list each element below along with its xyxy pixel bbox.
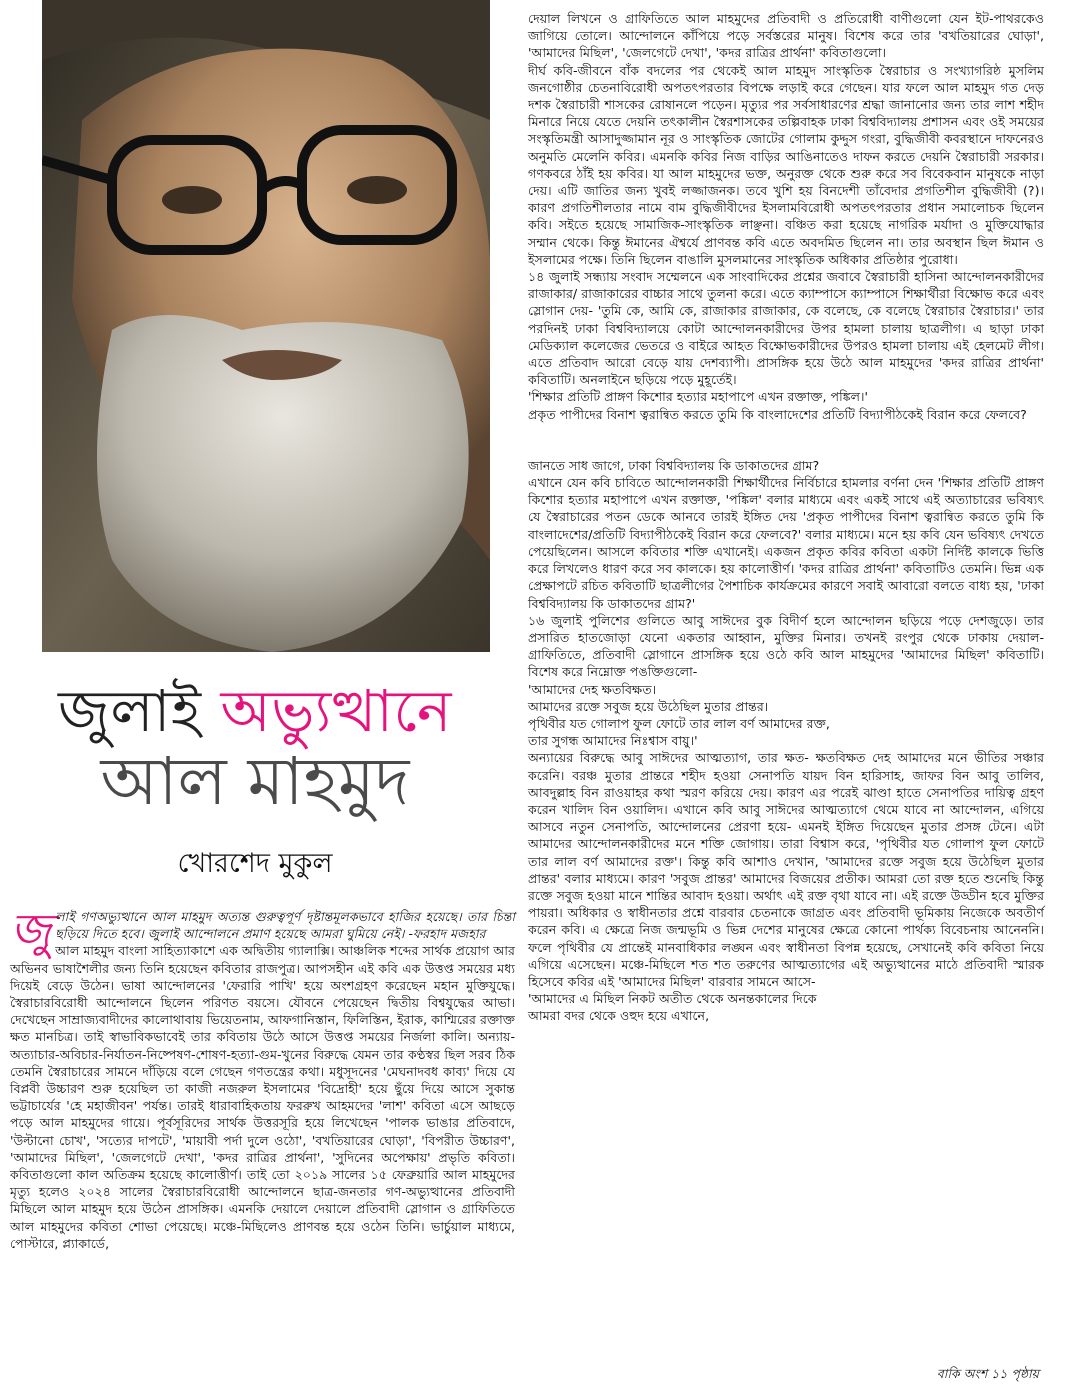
headline-plain: জুলাই [58, 677, 221, 745]
body-paragraph: ১৬ জুলাই পুলিশের গুলিতে আবু সাঈদের বুক বিদীর্ণ হলে আন্দোলন ছড়িয়ে পড়ে দেশজুড়ে। তার প্রসারিত হাতজোড়া যেনো একতার আহ্বান, মুক্তির মিনার। তখনই রংপুর থেকে ঢাকায় দেয়াল-গ্রাফিতিতে, প্রতিবাদী স্লোগানে প্রাসঙ্গিক হয়ে ওঠে কবি আল মাহমুদের 'আমাদের মিছিল' কবিতাটি। বিশেষ করে নিম্নোক্ত পঙক্তিগুলো- [528, 612, 1044, 680]
continued-on-page-note: বাকি অংশ ১১ পৃষ্ঠায় [936, 1366, 1039, 1381]
poem-line: তার সুগন্ধ আমাদের নিঃশ্বাস বায়ু।' [528, 733, 698, 749]
poem-line: 'আমাদের এ মিছিল নিকট অতীত থেকে অনন্তকালের দিকে [528, 991, 817, 1007]
poem-line: পৃথিবীর যত গোলাপ ফুল ফোটে তার লাল বর্ণ আমাদের রক্ত, [528, 715, 830, 731]
body-paragraph: ১৪ জুলাই সন্ধ্যায় সংবাদ সম্মেলনে এক সাংবাদিকের প্রশ্নের জবাবে স্বৈরাচারী হাসিনা আন্দোলনকারীদের রাজাকার/ রাজাকারের বাচ্চার সাথে তুলনা করে। এতে ক্যাম্পাসে ক্যাম্পাসে শিক্ষার্থীরা বিক্ষোভ করে এবং স্লোগান দেয়- 'তুমি কে, আমি কে, রাজাকার রাজাকার, কে বলেছে, কে বলেছে স্বৈরাচার স্বৈরাচার।' তার পরদিনই ঢাকা বিশ্ববিদ্যালয়ে কোটা আন্দোলনকারীদের উপর হামলা চালায় ছাত্রলীগ। এ ছাড়া ঢাকা মেডিক্যাল কলেজের ভেতরে ও বাইরে আহত বিক্ষোভকারীদের উপরও হামলা চালায় এই হেলমেট লীগ। এতে প্রতিবাদ আরো বেড়ে যায় দেশব্যাপী। প্রাসঙ্গিক হয়ে উঠে আল মাহমুদের 'কদর রাত্রির প্রার্থনা' কবিতাটি। অনলাইনে ছড়িয়ে পড়ে মুহূর্তেই। [528, 269, 1044, 388]
body-paragraph: দীর্ঘ কবি-জীবনে বাঁক বদলের পর থেকেই আল মাহমুদ সাংস্কৃতিক স্বৈরাচার ও সংখ্যাগরিষ্ঠ মুসলিম জনগোষ্ঠীর চেতনাবিরোধী অপতৎপরতার বিপক্ষে লড়াই করে গেছেন। যার ফলে আল মাহমুদ গত দেড় দশক স্বৈরাচারী শাসকের রোষানলে পড়েন। মৃত্যুর পর সর্বসাধারণের শ্রদ্ধা জানানোর জন্য তার লাশ শহীদ মিনারে নিয়ে যেতে দেয়নি তৎকালীন স্বৈরশাসকের তল্পিবাহক ঢাকা বিশ্ববিদ্যালয় প্রশাসন এবং ওই সময়ের সংস্কৃতিমন্ত্রী আসাদুজ্জামান নূর ও সাংস্কৃতিক জোটের গোলাম কুদ্দুস গংরা, বুদ্ধিজীবী কবরস্থানে দাফনেরও অনুমতি মেলেনি কবির। এমনকি কবির নিজ বাড়ির আঙিনাতেও দাফন করতে দেয়নি স্বৈরাচারী সরকার। গণকবরে ঠাঁই হয় কবির। যা আল মাহমুদের ভক্ত, অনুরক্ত থেকে শুরু করে সব বিবেকবান মানুষকে নাড়া দেয়। এটি জাতির জন্য খুবই লজ্জাজনক। তবে খুশি হয় বিনদেশী তাঁবেদার প্রগতিশীল বুদ্ধিজীবী (?)। কারণ প্রগতিশীলতার নামে বাম বুদ্ধিজীবীদের ইসলামবিরোধী অপতৎপরতার প্রধান সমালোচক ছিলেন কবি। সইতে হয়েছে সামাজিক-সাংস্কৃতিক লাঞ্ছনা। বঞ্চিত করা হয়েছে নাগরিক মর্যাদা ও মুক্তিযোদ্ধার সম্মান থেকে। কিন্তু ঈমানের ঐশ্বর্যে প্রাণবন্ত কবি এতে অবদমিত ছিলেন না। তার অবস্থান ছিল ঈমান ও ইসলামের পক্ষে। তিনি ছিলেন বাঙালি মুসলমানের সাংস্কৃতিক অধিকার প্রতিষ্ঠার পুরোধা। [528, 62, 1044, 267]
poem-line: 'শিক্ষার প্রতিটি প্রাঙ্গণ কিশোর হত্যার মহাপাপে এখন রক্তাক্ত, পঙ্কিল।' [528, 389, 868, 405]
poem-line: জানতে সাধ জাগে, ঢাকা বিশ্ববিদ্যালয় কি ডাকাতদের গ্রাম? [528, 457, 820, 473]
headline-accent: অভ্যুত্থানে [220, 677, 452, 745]
headline-line-1 [0, 676, 510, 746]
epigraph-attribution: -ফরহাদ মজহার [404, 926, 486, 942]
epigraph-text: লাই গণঅভ্যুত্থানে আল মাহমুদ অত্যন্ত গুরুত্বপূর্ণ দৃষ্টান্তমূলকভাবে হাজির হয়েছে। তার চিন্তা ছড়িয়ে দিতে হবে। জুলাই আন্দোলনে প্রমাণ হয়েছে আমরা ঘুমিয়ে নেই। [55, 909, 515, 942]
body-paragraph: অন্যায়ের বিরুদ্ধে আবু সাঈদের আত্মত্যাগ, তার ক্ষত- ক্ষতবিক্ষত দেহ আমাদের মনে ভীতির সঞ্চার করেনি। বরঞ্চ মুতার প্রান্তরে শহীদ হওয়া সেনাপতি যায়দ বিন হারিসাহ, জাফর বিন আবু তালিব, আবদুল্লাহ বিন রাওয়াহর কথা স্মরণ করিয়ে দেয়। কারণ এর পরেই ঝাণ্ডা হাতে সেনাপতির দায়িত্ব গ্রহণ করেন খালিদ বিন ওয়ালিদ। এখানে কবি আবু সাঈদের আত্মত্যাগে থেমে যাবে না আন্দোলন, এগিয়ে আসবে নতুন সেনাপতি, আন্দোলনের প্রেরণা হয়ে- এমনই ইঙ্গিত দিয়েছেন মুতার প্রসঙ্গ টেনে। এটা আমাদের আন্দোলনকারীদের মনে শক্তি জোগায়। তারা বিশ্বাস করে, 'পৃথিবীর যত গোলাপ ফুল ফোটে তার লাল বর্ণ আমাদের রক্ত'। কিন্তু কবি আশাও দেখান, 'আমাদের রক্তে সবুজ হয়ে উঠেছিল মুতার প্রান্তর' বলার মাধ্যমে। কারণ 'সবুজ প্রান্তর' আমাদের বিজয়ের প্রতীক। আমরা তো রক্ত হতে শুনেছি কিন্তু রক্তে সবুজ হওয়া মানে শান্তির আবাদ হওয়া। অর্থাৎ এই রক্ত বৃথা যাবে না। এই রক্তে উড্ডীন হবে মুক্তির পায়রা। অধিকার ও স্বাধীনতার প্রশ্নে বারবার চেতনাকে জাগ্রত এবং প্রতিবাদী ভূমিকায় নিজেকে অবতীর্ণ করেন কবি। এ ক্ষেত্রে নিজ জন্মভূমি ও ভিন্ন দেশের মানুষের ক্ষেত্রে কোনো পার্থক্য বিবেচনায় আনেননি। ফলে পৃথিবীর যে প্রান্তেই মানবাধিকার লঙ্ঘন এবং স্বাধীনতা বিপন্ন হয়েছে, সেখানেই কবি কবিতা নিয়ে এগিয়ে এসেছেন। মঞ্চে-মিছিলে শত শত তরুণের আত্মত্যাগের এই অভ্যুত্থানের মাঠে প্রতিবাদী স্মারক হিসেবে কবির এই 'আমাদের মিছিল' বারবার সামনে আসে- [528, 750, 1045, 989]
body-paragraph: দেয়াল লিখনে ও গ্রাফিতিতে আল মাহমুদের প্রতিবাদী ও প্রতিরোধী বাণীগুলো যেন ইট-পাথরকেও জাগিয়ে তোলে। আন্দোলনে কাঁপিয়ে পড়ে সর্বস্তরের মানুষ। বিশেষ করে তার 'বখতিয়ারের ঘোড়া', 'আমাদের মিছিল', 'জেলগেটে দেখা', 'কদর রাত্রির প্রার্থনা' কবিতাগুলো। [528, 11, 1044, 61]
poem-line: আমাদের রক্তে সবুজ হয়ে উঠেছিল মুতার প্রান্তর। [528, 698, 769, 714]
right-column [528, 10, 1044, 1025]
poem-line: আমরা বদর থেকে ওহুদ হয়ে এখানে, [528, 1008, 710, 1024]
poem-line: প্রকৃত পাপীদের বিনাশ ত্বরান্বিত করতে তুমি কি বাংলাদেশের প্রতিটি বিদ্যাপীঠকেই বিরান করে ফেলবে? [528, 406, 1027, 422]
body-paragraph: এখানে যেন কবি চাবিতে আন্দোলনকারী শিক্ষার্থীদের নির্বিচারে হামলার বর্ণনা দেন 'শিক্ষার প্রতিটি প্রাঙ্গণ কিশোর হত্যার মহাপাপে এখন রক্তাক্ত, 'পঙ্কিল' বলার মাধ্যমে এবং একই সাথে এই অত্যাচারের ভবিষ্যৎ যে স্বৈরাচারের পতন ডেকে আনবে তারই ইঙ্গিত দেয় 'প্রকৃত পাপীদের বিনাশ ত্বরান্বিত করতে তুমি কি বাংলাদেশের/প্রতিটি বিদ্যাপীঠকেই বিরান করে ফেলবে?' বলার মাধ্যমে। মনে হয় কবি যেন ভবিষ্যৎ দেখতে পেয়েছিলেন। আসলে কবিতার শক্তি এখানেই। একজন প্রকৃত কবির কবিতা একটা নির্দিষ্ট কালকে ভিত্তি করে লিখলেও ধারণ করে সব কালকে। হয় কালোত্তীর্ণ। 'কদর রাত্রির প্রার্থনা' কবিতাটিও তেমনি। ভিন্ন এক প্রেক্ষাপটে রচিত কবিতাটি ছাত্রলীগের পৈশাচিক কার্যক্রমের কারণে সবাই আবারো বলতে বাধ্য হয়, 'ঢাকা বিশ্ববিদ্যালয় কি ডাকাতদের গ্রাম?' [528, 475, 1044, 611]
author-byline: খোরশেদ মুকুল [177, 848, 333, 879]
headline-line-2: আল মাহমুদ [100, 743, 410, 820]
body-paragraph: আল মাহমুদ বাংলা সাহিত্যাকাশে এক অদ্বিতীয় গ্যালাক্সি। আঞ্চলিক শব্দের সার্থক প্রয়োগ আর অভিনব ভাষাশৈলীর জন্য তিনি হয়েছেন কবিতার রাজপুত্র। আপসহীন এই কবি এক উত্তপ্ত সময়ের মধ্য দিয়েই বেড়ে উঠেন। ভাষা আন্দোলনের 'ফেরারি পাখি' হয়ে অংশগ্রহণ করেছেন মহান মুক্তিযুদ্ধে। স্বৈরাচারবিরোধী আন্দোলনে ছিলেন পরিণত বয়সে। যৌবনে পেয়েছেন দ্বিতীয় বিশ্বযুদ্ধের আভা। দেখেছেন সাম্রাজ্যবাদীদের কালোথাবায় ভিয়েতনাম, আফগানিস্তান, ফিলিস্তিন, ইরাক, কাশ্মিরের রক্তাক্ত ক্ষত মানচিত্র। তাই স্বাভাবিকভাবেই তার কবিতায় উঠে আসে উত্তপ্ত সময়ের নির্জলা কালি। অন্যায়-অত্যাচার-অবিচার-নির্যাতন-নিষ্পেষণ-শোষণ-হত্যা-গুম-খুনের বিরুদ্ধে যেমন তার কণ্ঠস্বর ছিল সরব ঠিক তেমনি স্বৈরাচারের সামনে দাঁড়িয়ে বলে গেছেন গণতন্ত্রের কথা। মধুসূদনের 'মেঘনাদবধ কাব্য' দিয়ে যে বিপ্লবী উচ্চারণ শুরু হয়েছিল তা কাজী নজরুল ইসলামের 'বিদ্রোহী' হয়ে ছুঁয়ে দিয়ে আসে সুকান্ত ভট্টাচার্যের 'হে মহাজীবন' পর্যন্ত। তারই ধারাবাহিকতায় ফররুখ আহমদের 'লাশ' কবিতা এসে আছড়ে পড়ে আল মাহমুদের গায়ে। পূর্বসূরিদের সার্থক উত্তরসূরি হয়ে লিখেছেন 'পালক ভাঙার প্রতিবাদে, 'উল্টানো চোখ', 'সত্যের দাপটে', 'মায়াবী পর্দা দুলে ওঠো', 'বখতিয়ারের ঘোড়া', 'বিপরীত উচ্চারণ', 'আমাদের মিছিল', 'জেলগেটে দেখা', 'কদর রাত্রির প্রার্থনা', 'সুদিনের অপেক্ষায়' প্রভৃতি কবিতা। কবিতাগুলো কাল অতিক্রম হয়েছে কালোত্তীর্ণ। তাই তো ২০১৯ সালের ১৫ ফেব্রুয়ারি আল মাহমুদের মৃত্যু হলেও ২০২৪ সালের স্বৈরাচারবিরোধী আন্দোলনে ছাত্র-জনতার গণ-অভ্যুত্থানের প্রতিবাদী মিছিলে আল মাহমুদ হয়ে উঠেন প্রাসঙ্গিক। এমনকি দেয়ালে দেয়ালে প্রতিবাদী স্লোগান ও গ্রাফিতিতে আল মাহমুদের কবিতা শোভা পেয়েছে। মঞ্চে-মিছিলেও প্রাণবন্ত হয়ে ওঠেন তিনি। ভার্চুয়াল মাধ্যমে, পোস্টারে, প্ল্যাকার্ডে, [10, 943, 515, 1251]
poet-portrait-photo [42, 0, 490, 652]
epigraph-quote [10, 903, 515, 957]
poem-line: 'আমাদের দেহ ক্ষতবিক্ষত। [528, 681, 657, 697]
drop-cap: জু [10, 903, 52, 957]
left-column [10, 903, 515, 1252]
